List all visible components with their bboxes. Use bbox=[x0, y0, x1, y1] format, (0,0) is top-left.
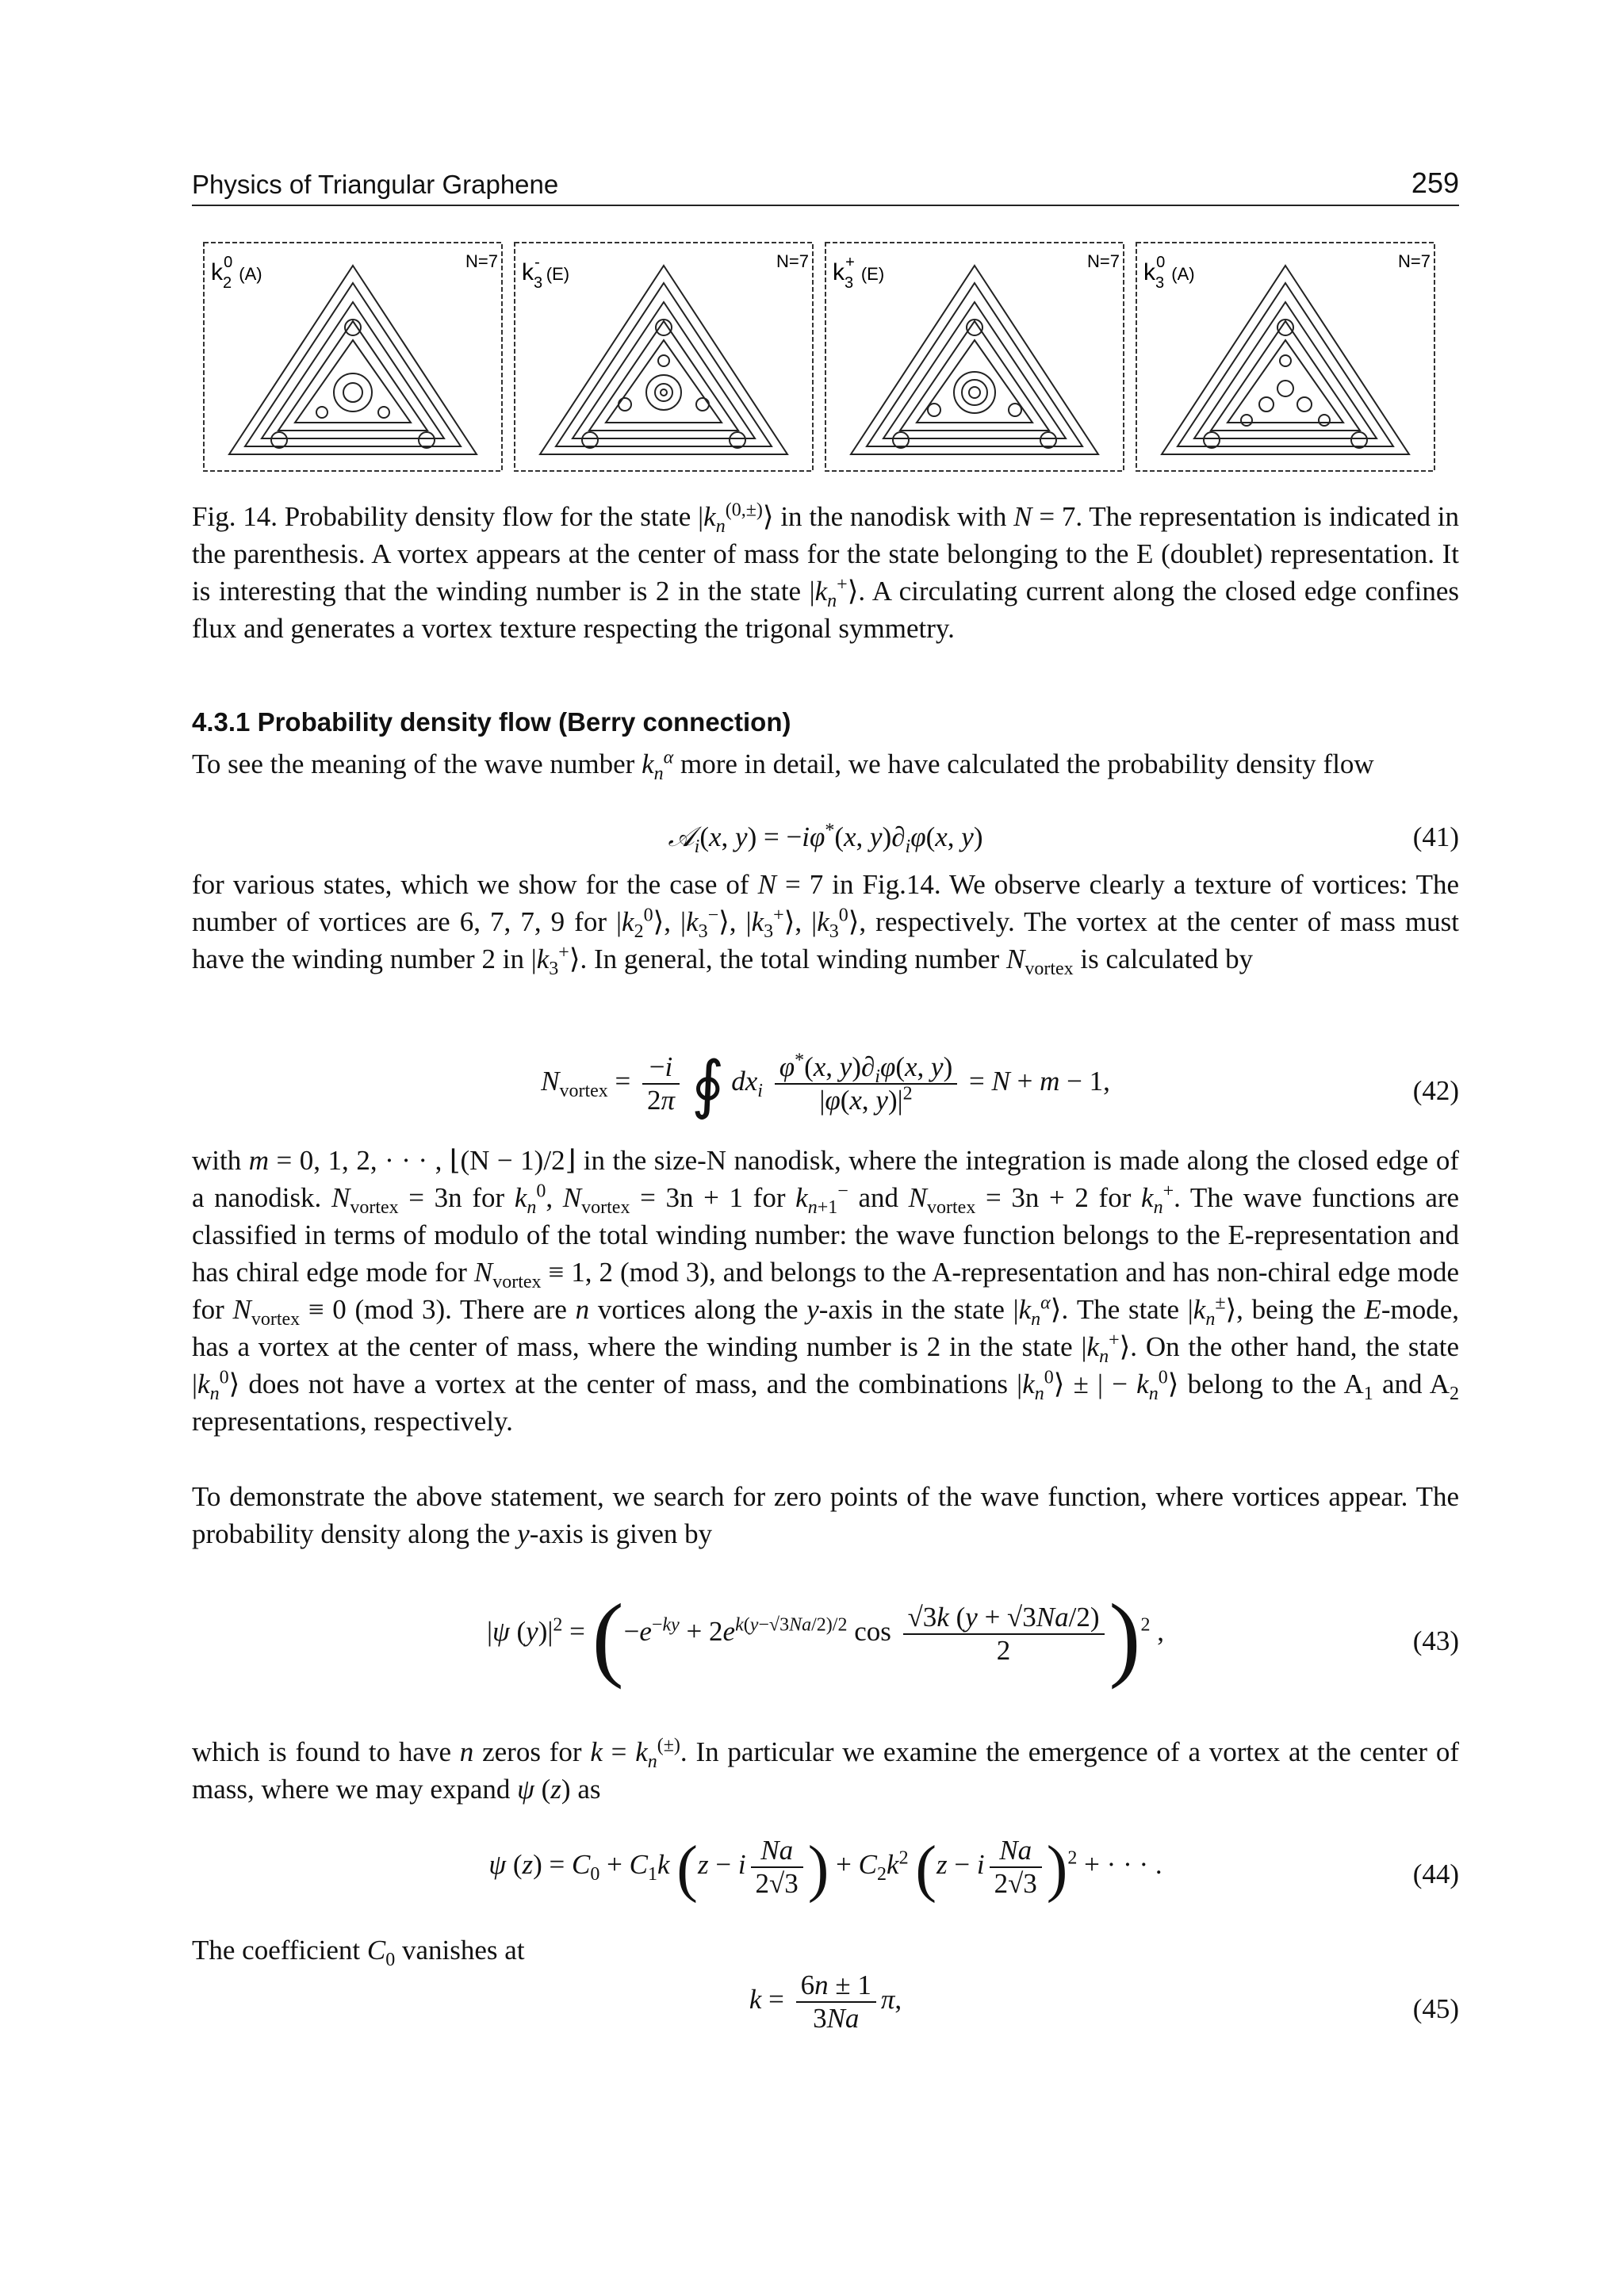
equation-number: (44) bbox=[1412, 1859, 1459, 1889]
panel-size-label: N=7 bbox=[1398, 251, 1431, 271]
equation-number: (41) bbox=[1412, 821, 1459, 852]
equation-43: |ψ $(y)|^2 = (-e^{-ky} + 2e^{k(y-√3Na/2)/2}$ cos $\frac{√3k (y + √3Na/2)}{2}$ )$^2$ , (43) bbox=[487, 1584, 1459, 1690]
figure-panel bbox=[825, 242, 1124, 472]
triangle-contours bbox=[540, 266, 787, 454]
paragraph-vortices: for various states, which we show for the case of N = 7 in Fig.14. We observe clearly a texture of vortices: The number of vortices are 6, 7, 7, 9 for $|k_2^0⟩$, $|k_3^-⟩$, $|k_3^+⟩$, $|k_3^0⟩$, respectively. The vortex at the center of mass must have the winding number 2 in $|k_3^+⟩$. In general, the total winding number $N_{vortex}$ is calculated by bbox=[192, 869, 1460, 979]
flow-plot bbox=[203, 242, 503, 472]
triangle-contours bbox=[1162, 266, 1409, 454]
figure-panel bbox=[203, 242, 503, 472]
page-number: 259 bbox=[1411, 167, 1459, 199]
panel-size-label: N=7 bbox=[465, 251, 498, 271]
triangle-contours bbox=[851, 266, 1098, 454]
panel-state-label: $k_3+_{(E)}$ bbox=[833, 254, 885, 292]
paragraph-winding: with m = 0, 1, 2, · · · , ⌊(N − 1)/2⌋ in the size-N nanodisk, where the integration is made along the closed edge of a nanodisk. $N_{vortex} = 3n$ for $k_n^0$, $N_{vortex} = 3n + 1$ for $k_{n+1}^-$ and $N_{vortex} = 3n + 2$ for $k_n^+$. The wave functions are classified in terms of modulo of the total winding number: the wave function belongs to the E-representation and has chiral edge mode for $N_{vortex} \equiv 1$, 2 (mod 3), and belongs to the A-representation and has non-chiral edge mode for $N_{vortex} \equiv 0$ (mod 3). There are n vortices along the y-axis in the state $|k_n^\alpha⟩$. The state $|k_n^\pm⟩$, being the E-mode, has a vortex at the center of mass, where the winding number is 2 in the state $|k_n^+⟩$. On the other hand, the state $|k_n^0⟩$ does not have a vortex at the center of mass, and the combinations $|k_n^0⟩$ ± | − $k_n^0⟩$ belong to the $A_1$ and $A_2$ representations, respectively. bbox=[192, 1145, 1460, 1437]
equation-number: (43) bbox=[1412, 1625, 1459, 1656]
equation-number: (45) bbox=[1412, 1993, 1459, 2024]
panel-size-label: N=7 bbox=[1087, 251, 1120, 271]
panel-state-label: $k_20_{(A)}$ bbox=[211, 254, 262, 292]
equation-number: (42) bbox=[1412, 1075, 1459, 1106]
paragraph-zero-points: To demonstrate the above statement, we search for zero points of the wave function, where vortices appear. The probability density along the y-axis is given by bbox=[192, 1481, 1459, 1549]
paragraph-coefficient: The coefficient $C_0$ vanishes at bbox=[192, 1935, 525, 1970]
section-heading: 4.3.1 Probability density flow (Berry connection) bbox=[192, 707, 791, 737]
paragraph-expansion: which is found to have n zeros for $k = k_n^{(\pm)}$. In particular we examine the emergence of a vortex at the center of mass, where we may expand ψ (z) as bbox=[192, 1735, 1460, 1805]
figure-caption: Fig. 14. Probability density flow for the state $|k_n^{(0,\pm)}⟩$ in the nanodisk with N = 7. The representation is indicated in the parenthesis. A vortex appears at the center of mass for the state belonging to the E (doublet) representation. It is interesting that the winding number is 2 in the state $|k_n^+⟩$. A circulating current along the closed edge confines flux and generates a vortex texture respecting the trigonal symmetry. bbox=[192, 500, 1460, 644]
flow-plot bbox=[514, 242, 814, 472]
triangle-contours bbox=[229, 266, 477, 454]
equation-41: 𝒜$_i$(x, y) = −iφ*(x, $y)\partial_i\varphi(x$, y) (41) bbox=[668, 820, 1459, 857]
panel-state-label: $k_30_{(A)}$ bbox=[1143, 254, 1195, 292]
running-title: Physics of Triangular Graphene bbox=[192, 170, 559, 199]
running-head bbox=[192, 163, 1459, 206]
flow-plot bbox=[1136, 242, 1435, 472]
figure-panel bbox=[1136, 242, 1435, 472]
equation-45: k = $\frac{6n \pm 1}{3Na}$ π, (45) bbox=[749, 1970, 1459, 2034]
panel-state-label: $k_3-_{(E)}$ bbox=[522, 254, 570, 292]
figure-14 bbox=[203, 242, 1464, 472]
paragraph-intro: To see the meaning of the wave number $k_n^\alpha$ more in detail, we have calculated the probability density flow bbox=[192, 747, 1374, 784]
equation-44: ψ $(z) = C_0 + C_1k$ (z − i $\frac{Na}{2√3}$ ) + $C_2k^2$ (z − i $\frac{Na}{2√3}$ )$^2$ + · · · . (44) bbox=[488, 1834, 1459, 1904]
figure-panel bbox=[514, 242, 814, 472]
panel-size-label: N=7 bbox=[776, 251, 809, 271]
flow-plot bbox=[825, 242, 1124, 472]
equation-42: $N_{vortex}$ = $\frac{-i}{2\pi}$ ∮ $dx_i$ $\frac{\varphi^*(x, y)\partial_i\varphi(x, y)}{|\varphi(x, y)|^2}$ = N + m − 1, (42) bbox=[541, 1050, 1459, 1121]
